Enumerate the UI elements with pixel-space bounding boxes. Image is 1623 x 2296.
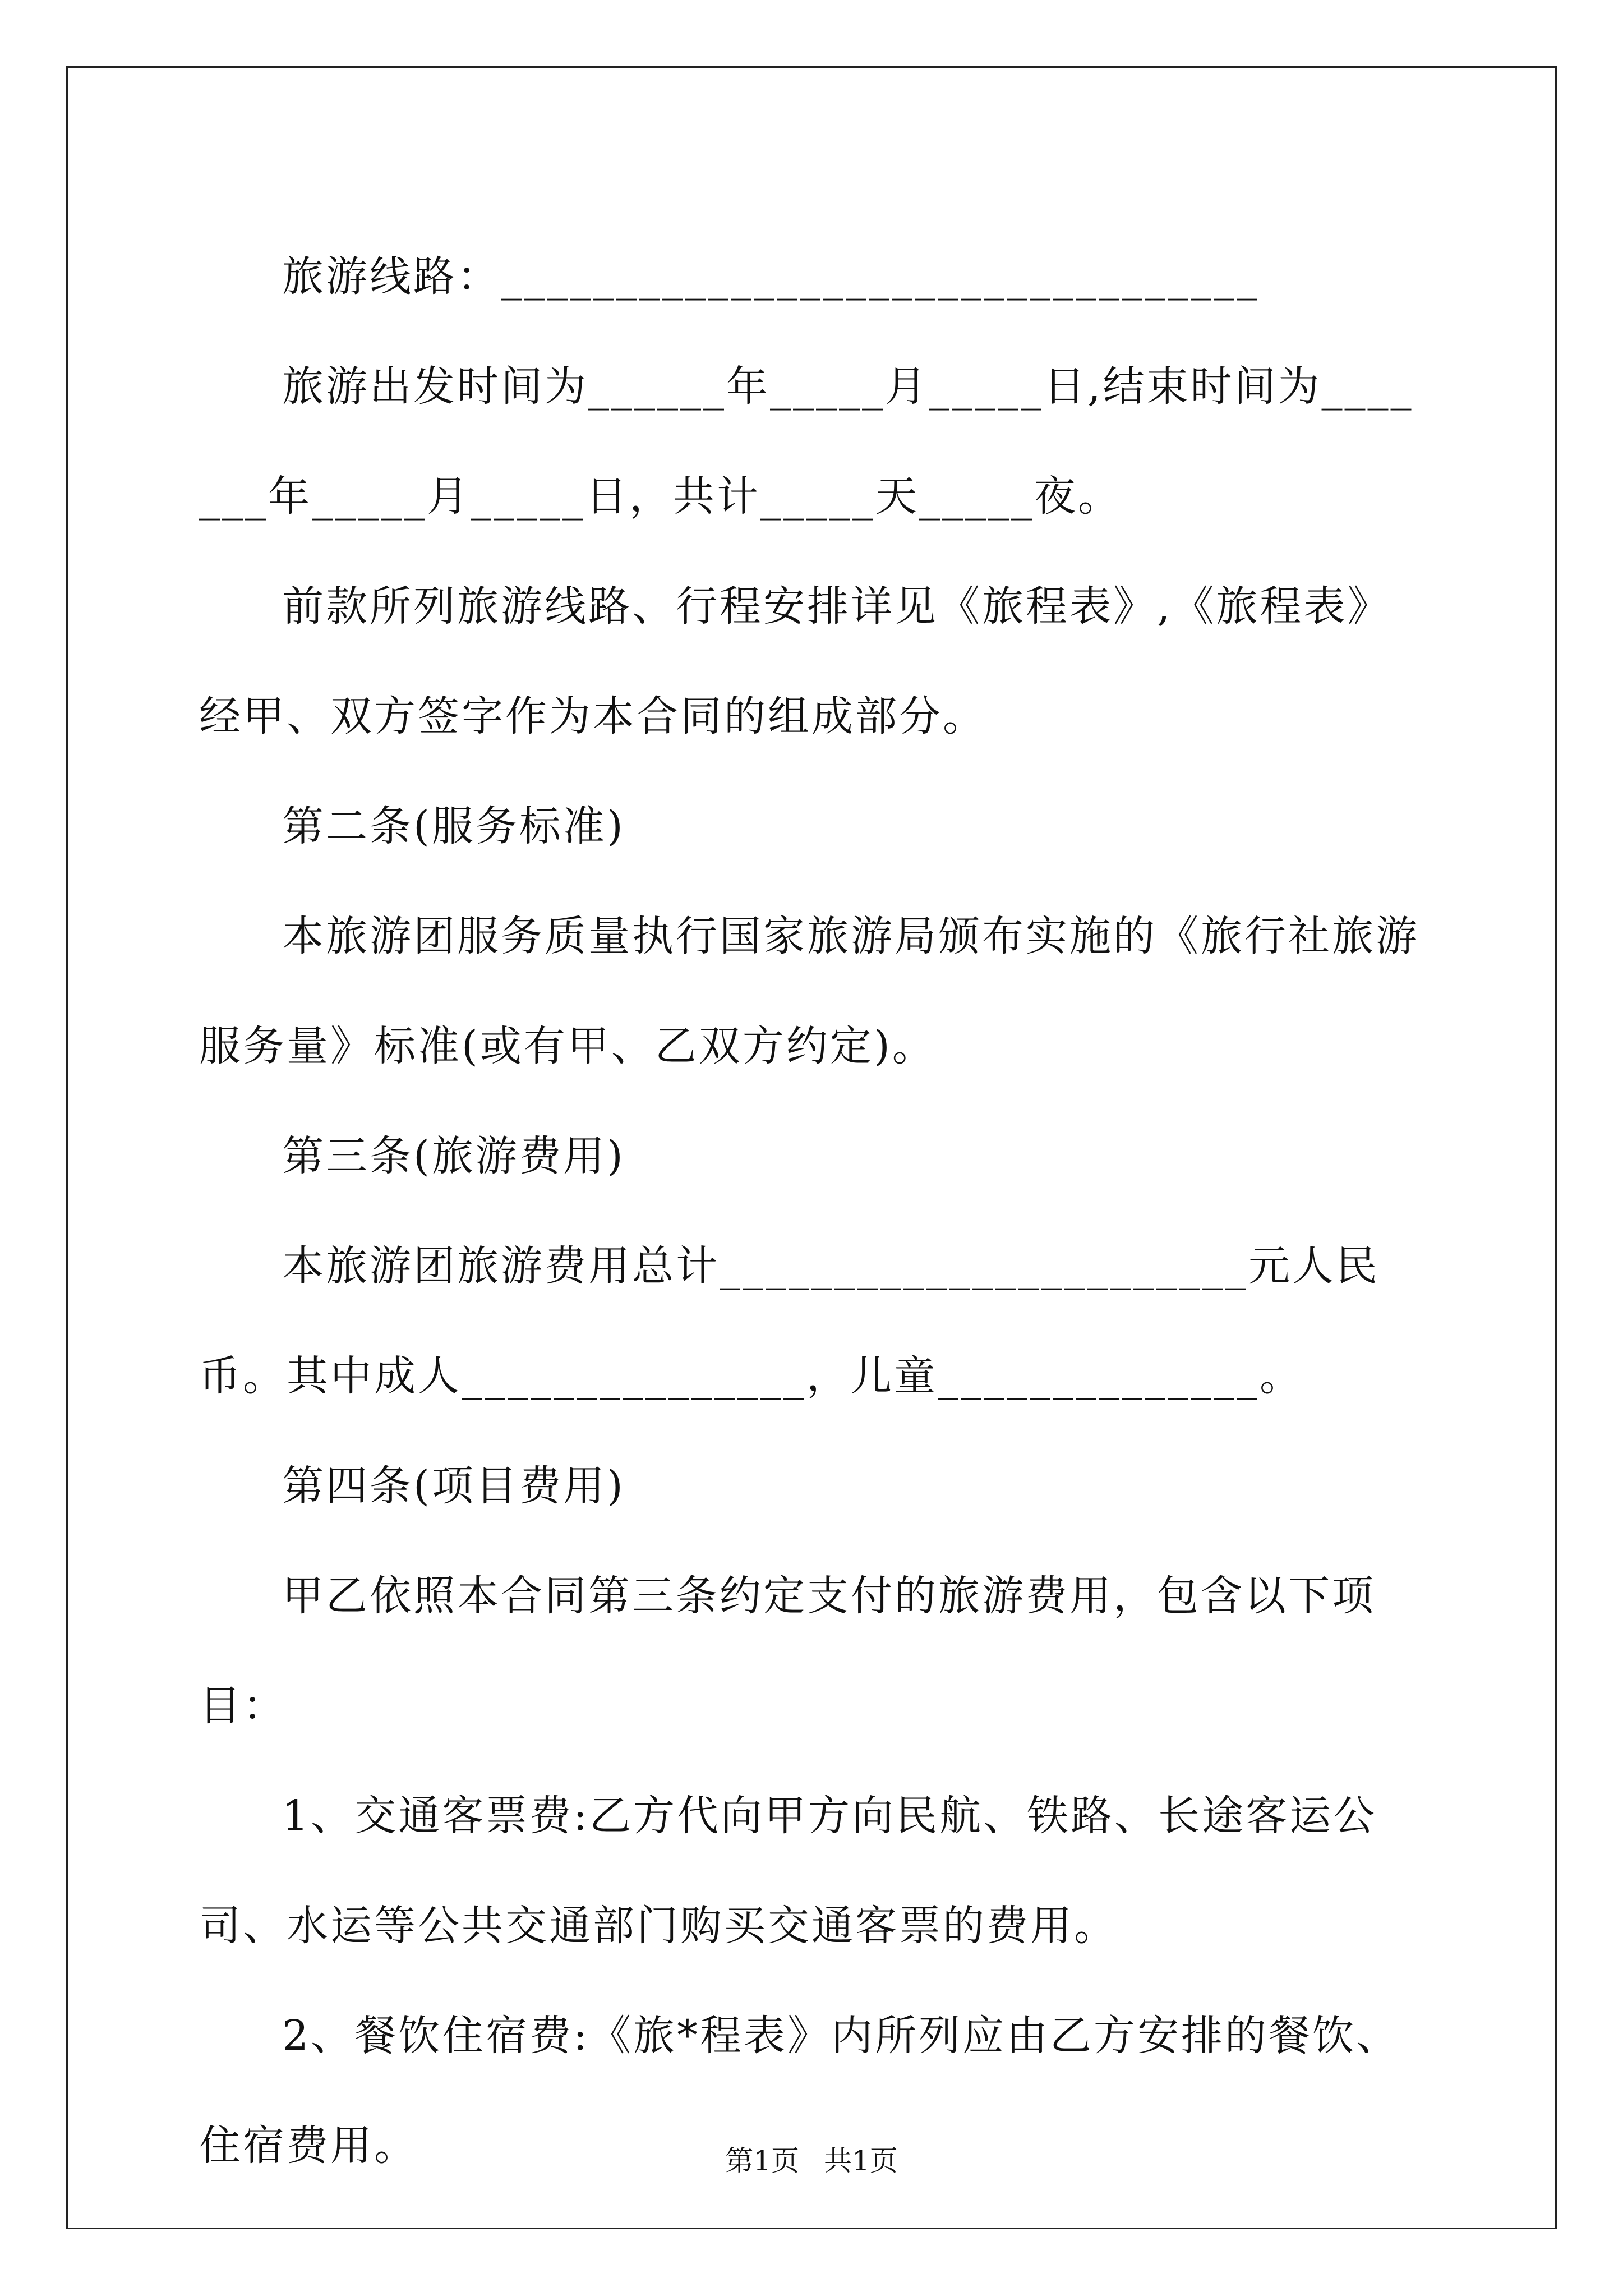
paragraph-travel-fee: 本旅游团旅游费用总计_______________________元人民币。其中成人_______________，儿童______________。 <box>199 1242 1380 1400</box>
document-body <box>199 222 1427 2201</box>
paragraph-itinerary: 前款所列旅游线路、行程安排详见《旅程表》,《旅程表》经甲、双方签字作为本合同的组成部分。 <box>199 582 1391 740</box>
article-3-heading: 第三条(旅游费用) <box>282 1132 625 1180</box>
article-2-heading: 第二条(服务标准) <box>282 802 625 850</box>
page-number-current: 第1页 <box>725 2145 800 2177</box>
paragraph-transport-fee: 1、交通客票费:乙方代向甲方向民航、铁路、长途客运公司、水运等公共交通部门购买交通客票的费用。 <box>199 1792 1377 1950</box>
article-4-heading: 第四条(项目费用) <box>282 1462 625 1510</box>
page-footer <box>0 2138 1623 2179</box>
paragraph-dates: 旅游出发时间为______年_____月_____日,结束时间为_______年_____月_____日，共计_____天_____夜。 <box>199 362 1414 521</box>
page-number-total: 共1页 <box>823 2145 898 2177</box>
paragraph-fee-items-intro: 甲乙依照本合同第三条约定支付的旅游费用，包含以下项目： <box>199 1572 1376 1730</box>
paragraph-service-standard: 本旅游团服务质量执行国家旅游局颁布实施的《旅行社旅游服务量》标准(或有甲、乙双方约定)。 <box>199 912 1419 1070</box>
paragraph-meal-lodging-fee: 2、餐饮住宿费:《旅*程表》内所列应由乙方安排的餐饮、住宿费用。 <box>199 2012 1400 2170</box>
paragraph-route: 旅游线路：_________________________________ <box>282 252 1260 301</box>
